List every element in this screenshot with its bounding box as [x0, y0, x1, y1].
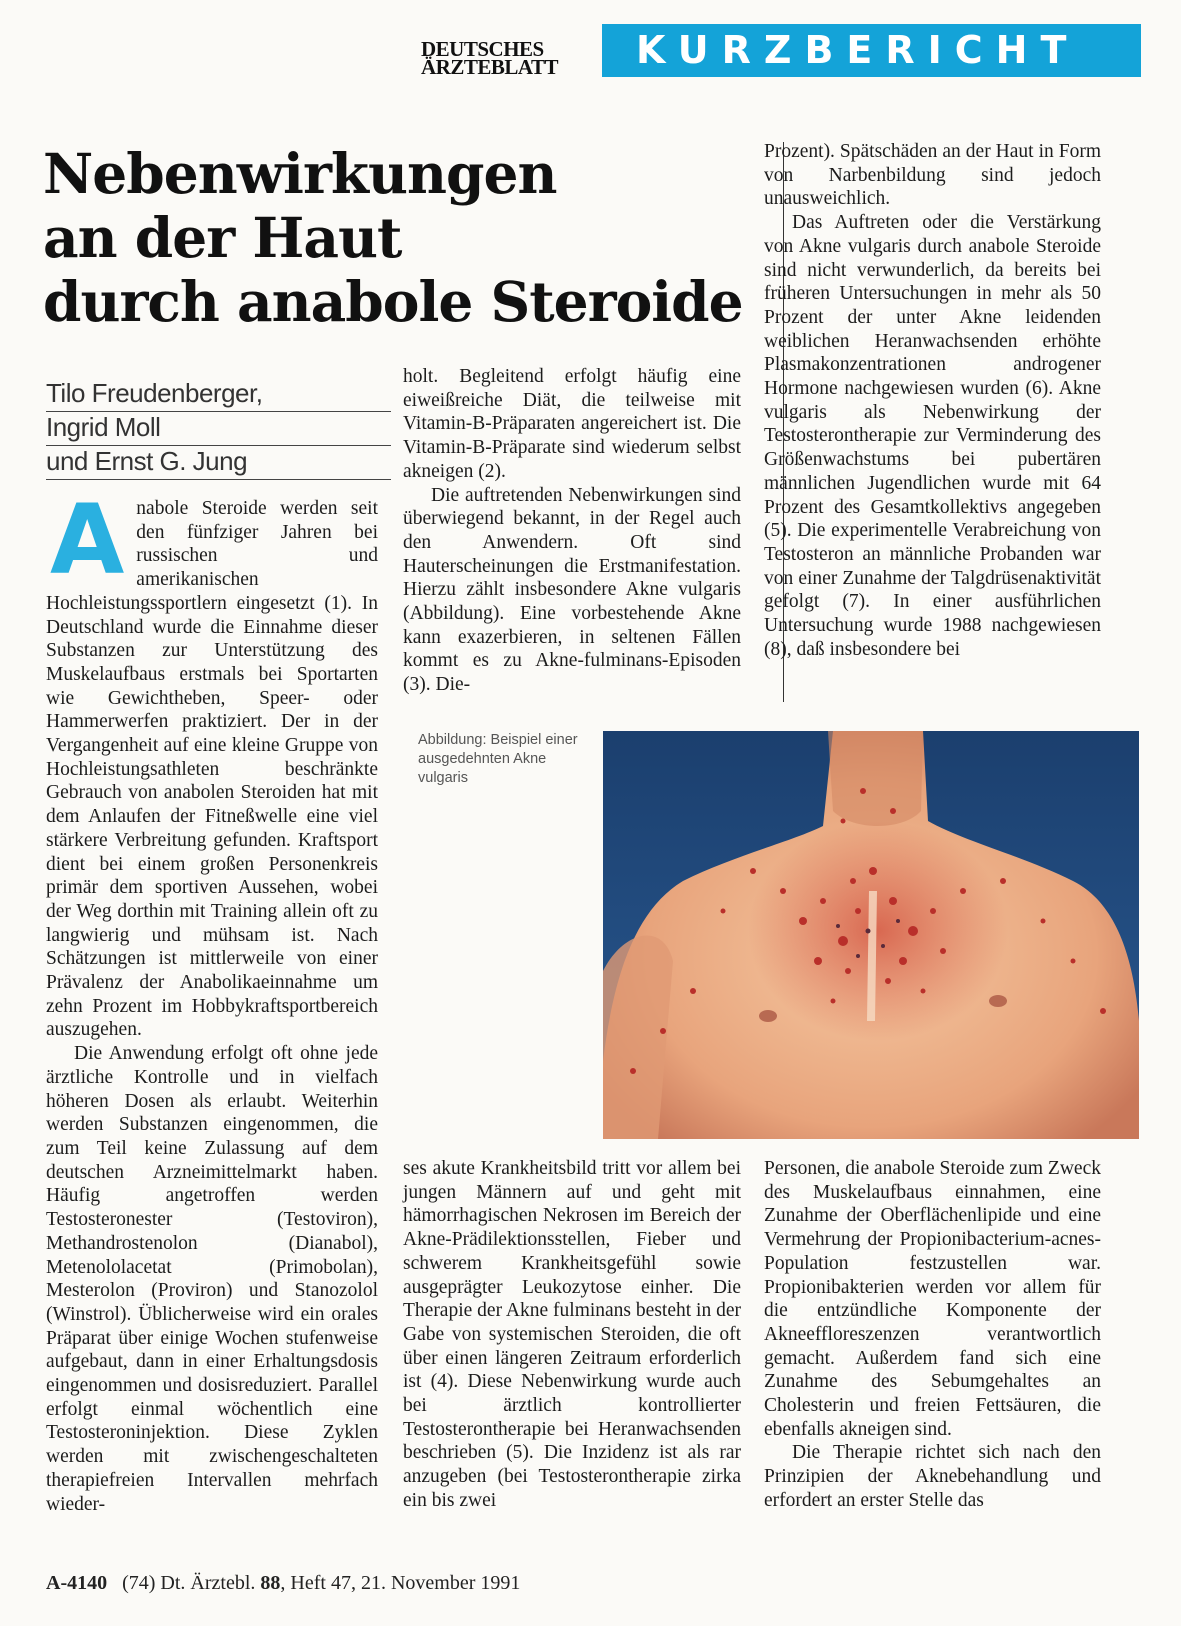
citation-suffix: , Heft 47, 21. November 1991	[280, 1572, 521, 1594]
body-paragraph: Die Anwendung erfolgt oft ohne jede ärztliche Kontrolle und in vielfach höheren Dosen als erlaubt. Weiterhin werden Substanzen eingenommen, die zum Teil keine Zulassung auf dem deutschen Arzneimittelmarkt haben. Häufig angetroffen werden Testosteronester (Testoviron), Methandrostenolon (Dianabol), Metenololacetat (Primobolan), Mesterolon (Proviron) und Stanozolol (Winstrol). Üblicherweise wird ein orales Präparat über einige Wochen stufenweise aufgebaut, dann in einer Erhaltungsdosis eingenommen und dosisreduziert. Parallel erfolgt einmal wöchentlich eine Testosteroninjektion. Diese Zyklen werden mit zwischengeschalteten therapiefreien Intervallen mehrfach wieder-	[46, 1043, 378, 1515]
body-paragraph: holt. Begleitend erfolgt häufig eine eiweißreiche Diät, die teilweise mit Vitamin-B-Präparaten angereichert ist. Die Vitamin-B-Präparate sind wiederum selbst akneigen (2).	[403, 366, 741, 482]
article-title	[43, 142, 773, 334]
lead-paragraph	[46, 484, 378, 1042]
body-paragraph: Die auftretenden Nebenwirkungen sind überwiegend bekannt, in der Regel auch den Anwendern. Oft sind Hauterscheinungen die Erstmanifestation. Hierzu zählt insbesondere Akne vulgaris (Abbildung). Eine vorbestehende Akne kann exazerbieren, in seltenen Fällen kommt es zu Akne-fulminans-Episoden (3). Die-	[403, 484, 741, 696]
title-line-2: an der Haut	[43, 205, 402, 270]
acne-photo	[603, 731, 1139, 1139]
column-3-top	[764, 140, 1101, 661]
column-1	[46, 484, 378, 1516]
masthead-line-1: DEUTSCHES	[421, 37, 544, 61]
author-3: und Ernst G. Jung	[46, 446, 391, 480]
column-2-top	[403, 365, 741, 697]
page-footer	[46, 1572, 520, 1595]
lead-text: nabole Steroide werden seit den fünfziger Jahren bei russischen und amerikanischen Hochleistungssportlern eingesetzt (1). In Deutschland wurde die Einnahme dieser Substanzen zur Unterstützung des Muskelaufbaus erstmals bei Sportarten wie Gewichtheben, Speer- oder Hammerwerfen praktiziert. Der in der Vergangenheit auf eine kleine Gruppe von Hochleistungsathleten beschränkte Gebrauch von anabolen Steroiden hat mit dem Anlaufen der Fitneßwelle eine viel stärkere Verbreitung gefunden. Kraftsport dient bei einem großen Personenkreis primär dem sportiven Aussehen, wobei der Weg dorthin mit Training allein oft zu langwierig und mühsam ist. Nach Schätzungen ist mittlerweile von einer Prävalenz der Anabolikaeinnahme um zehn Prozent im Hobbykraftsportbereich auszugehen.	[46, 498, 378, 1041]
section-tag: KURZBERICHT	[602, 24, 1141, 77]
title-line-1: Nebenwirkungen	[43, 141, 557, 206]
column-2-bottom	[403, 1157, 741, 1513]
body-paragraph: Das Auftreten oder die Verstärkung von Akne vulgaris durch anabole Steroide sind nicht verwunderlich, da bereits bei früheren Untersuchungen in mehr als 50 Prozent der unter Akne leidenden weiblichen Heranwachsenden erhöhte Plasmakonzentrationen androgener Hormone nachgewiesen wurden (6). Akne vulgaris als Nebenwirkung der Testosterontherapie zur Verminderung des Größenwachstums bei pubertären männlichen Jugendlichen wurde mit 64 Prozent des Gesamtkollektivs angegeben (5). Die experimentelle Verabreichung von Testosteron an männliche Probanden war von einer Zunahme der Talgdrüsenaktivität gefolgt (7). In einer ausführlichen Untersuchung wurde 1988 nachgewiesen (8), daß insbesondere bei	[764, 212, 1101, 660]
body-paragraph: ses akute Krankheitsbild tritt vor allem bei jungen Männern auf und geht mit hämorrhagischen Nekrosen im Bereich der Akne-Prädilektionsstellen, Fieber und schwerem Krankheitsgefühl sowie ausgeprägter Leukozytose einher. Die Therapie der Akne fulminans besteht in der Gabe von systemischen Steroiden, die oft über einen längeren Zeitraum erforderlich ist (4). Diese Nebenwirkung wurde auch bei ärztlich kontrollierter Testosterontherapie bei Heranwachsenden beschrieben (5). Die Inzidenz ist als rar anzugeben (bei Testosterontherapie zirka ein bis zwei	[403, 1158, 741, 1511]
body-paragraph: Die Therapie richtet sich nach den Prinzipien der Aknebehandlung und erfordert an erster Stelle das	[764, 1442, 1101, 1511]
page-id: A-4140	[46, 1572, 108, 1594]
author-1: Tilo Freudenberger,	[46, 378, 391, 412]
drop-cap: A	[50, 484, 125, 596]
citation-prefix: (74) Dt. Ärztebl.	[122, 1572, 256, 1594]
body-paragraph: Personen, die anabole Steroide zum Zweck des Muskelaufbaus einnahmen, eine Zunahme der Oberflächenlipide und eine Vermehrung der Propionibacterium-acnes-Population festzustellen war. Propionibakterien werden vor allem für die entzündliche Komponente der Akneeffloreszenzen verantwortlich gemacht. Außerdem fand sich eine Zunahme des Sebumgehaltes an Cholesterin und freien Fettsäuren, die ebenfalls akneigen sind.	[764, 1158, 1101, 1440]
title-line-3: durch anabole Steroide	[43, 269, 743, 334]
masthead	[421, 37, 591, 79]
body-paragraph: Prozent). Spätschäden an der Haut in Form von Narbenbildung sind jedoch unausweichlich.	[764, 141, 1101, 210]
figure-caption: Abbildung: Beispiel einer ausgedehnten Akne vulgaris	[418, 732, 578, 786]
column-3-bottom	[764, 1157, 1101, 1513]
volume-number: 88	[260, 1572, 281, 1594]
author-2: Ingrid Moll	[46, 412, 391, 446]
author-list	[46, 378, 391, 480]
masthead-line-2: ÄRZTEBLATT	[421, 55, 558, 79]
